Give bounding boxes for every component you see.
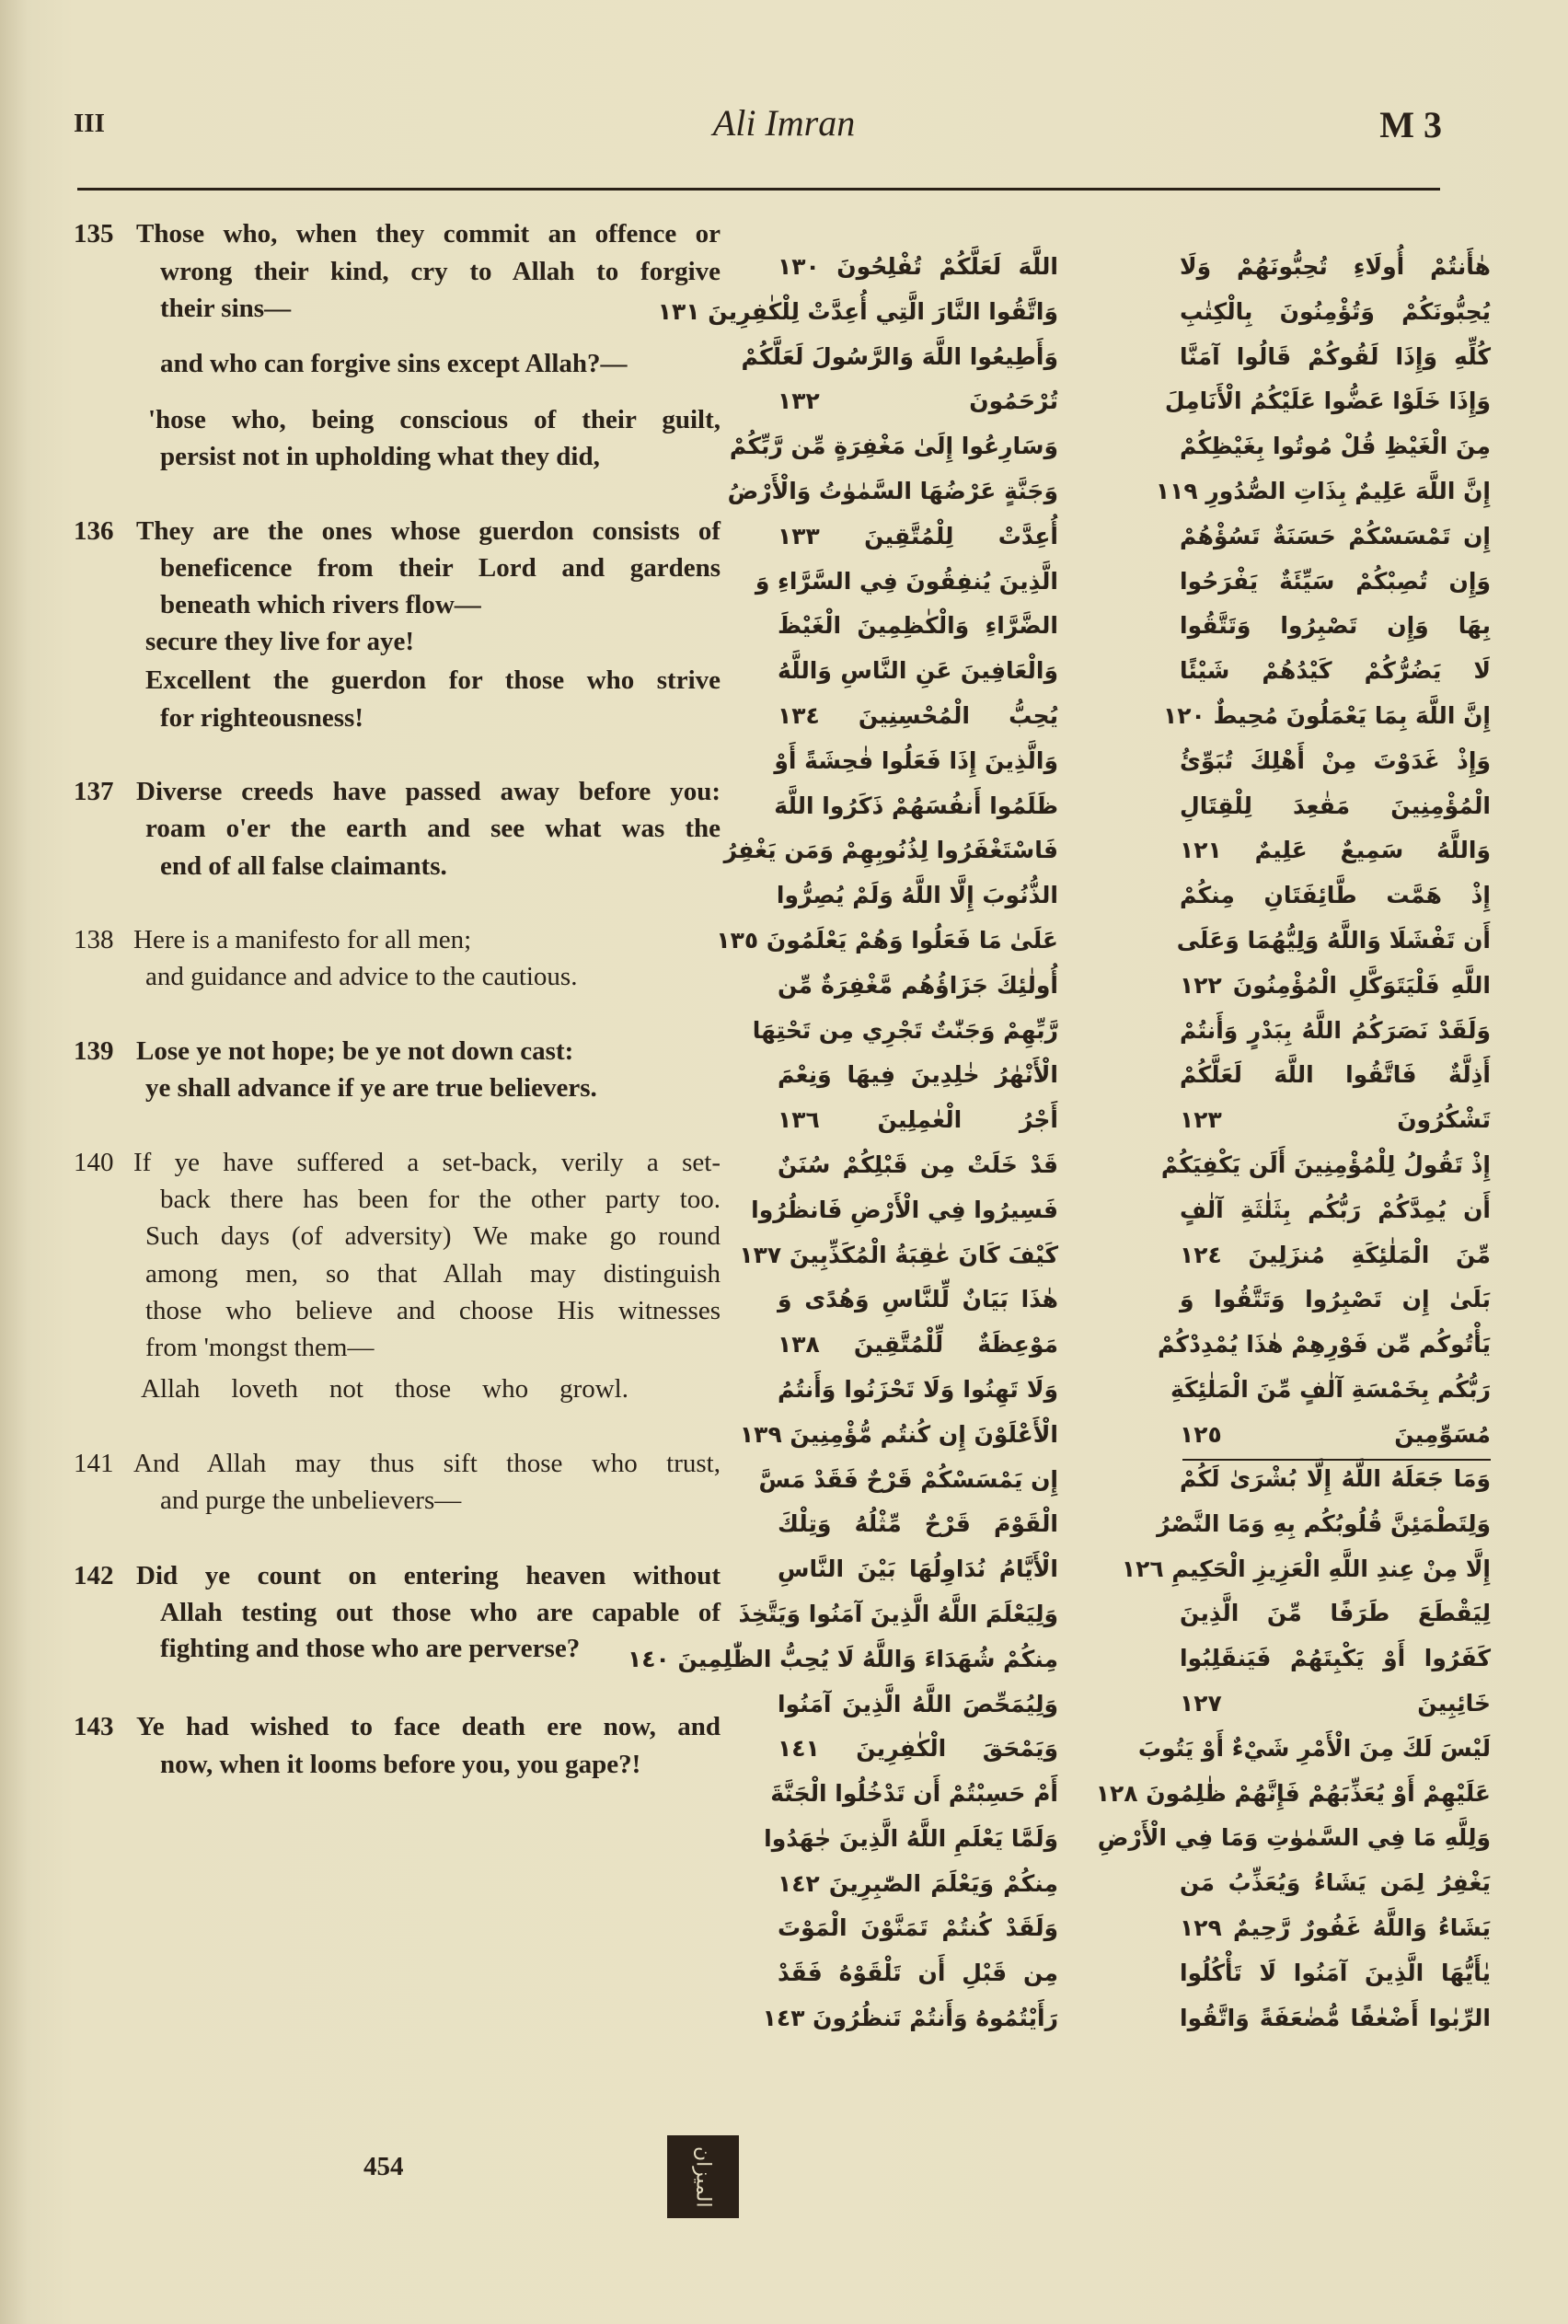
arabic-verse-line: أَمْ حَسِبْتُمْ أَن تَدْخُلُوا الْجَنَّةَ <box>770 1780 1058 1808</box>
translation-line: those who believe and choose His witnesses <box>145 1296 721 1325</box>
translation-line: their sins— <box>160 294 292 323</box>
arabic-verse-line: تُرْحَمُونَ ١٣٢ <box>778 387 1058 415</box>
translation-line: Allah loveth not those who growl. <box>141 1374 628 1404</box>
arabic-verse-line: وَلِيُمَحِّصَ اللَّهُ الَّذِينَ آمَنُوا <box>778 1690 1058 1717</box>
translation-line: ye shall advance if ye are true believers. <box>145 1073 597 1103</box>
arabic-verse-line: أُولٰئِكَ جَزَاؤُهُم مَّغْفِرَةٌ مِّن <box>778 971 1058 999</box>
arabic-verse-line: وَسَارِعُوا إِلَىٰ مَغْفِرَةٍ مِّن رَّبِّكُمْ <box>729 433 1058 460</box>
translation-line: Excellent the guerdon for those who strive <box>145 665 721 695</box>
translation-line: and guidance and advice to the cautious. <box>145 962 578 991</box>
arabic-verse-line: بَلَىٰ إِن تَصْبِرُوا وَتَتَّقُوا وَ <box>1180 1286 1491 1313</box>
arabic-verse-line: إِلَّا مِنْ عِندِ اللَّهِ الْعَزِيزِ الْحَكِيمِ ١٢٦ <box>1121 1555 1491 1582</box>
arabic-verse-line: الْأَعْلَوْنَ إِن كُنتُم مُّؤْمِنِينَ ١٣٩ <box>739 1420 1058 1448</box>
translation-line: Diverse creeds have passed away before you: <box>136 777 721 806</box>
chapter-roman-numeral: III <box>74 109 105 138</box>
arabic-verse-line: اللَّهَ لَعَلَّكُمْ تُفْلِحُونَ ١٣٠ <box>778 253 1058 280</box>
arabic-verse-line: يَشَاءُ وَاللَّهُ غَفُورٌ رَّحِيمٌ ١٢٩ <box>1180 1914 1491 1941</box>
arabic-column-right-top <box>1155 245 1491 1458</box>
translation-line: And Allah may thus sift those who trust, <box>133 1449 721 1478</box>
arabic-verse-line: مِنكُمْ وَيَعْلَمَ الصّٰبِرِينَ ١٤٢ <box>778 1869 1058 1897</box>
arabic-verse-line: كَيْفَ كَانَ عٰقِبَةُ الْمُكَذِّبِينَ ١٣٧ <box>739 1241 1058 1268</box>
arabic-verse-line: وَلَا تَهِنُوا وَلَا تَحْزَنُوا وَأَنتُمُ <box>778 1375 1058 1403</box>
arabic-verse-line: ظَلَمُوا أَنفُسَهُمْ ذَكَرُوا اللَّهَ <box>774 792 1058 819</box>
arabic-verse-line: يُحِبُّ الْمُحْسِنِينَ ١٣٤ <box>778 701 1058 729</box>
translation-line: among men, so that Allah may distinguish <box>145 1259 721 1289</box>
arabic-verse-line: رَبُّكُم بِخَمْسَةِ آلٰفٍ مِّنَ الْمَلٰئِكَةِ <box>1170 1375 1491 1403</box>
translation-line: and purge the unbelievers— <box>160 1486 462 1515</box>
verse-number: 135 <box>74 219 114 249</box>
arabic-verse-line: رَّبِّهِمْ وَجَنّٰتٌ تَجْرِي مِن تَحْتِهَا <box>752 1016 1058 1044</box>
verse-number: 140 <box>74 1148 114 1177</box>
arabic-verse-line: وَلَمَّا يَعْلَمِ اللَّهُ الَّذِينَ جٰهَدُوا <box>764 1824 1058 1852</box>
arabic-verse-line: وَالَّذِينَ إِذَا فَعَلُوا فٰحِشَةً أَوْ <box>774 746 1058 774</box>
arabic-verse-line: وَلَقَدْ نَصَرَكُمُ اللَّهُ بِبَدْرٍ وَأَنتُمْ <box>1180 1016 1491 1044</box>
page-number: 454 <box>363 2152 404 2181</box>
arabic-verse-line: لَا يَضُرُّكُمْ كَيْدُهُمْ شَيْئًا <box>1180 657 1491 685</box>
arabic-verse-line: إِذْ تَقُولُ لِلْمُؤْمِنِينَ أَلَن يَكْفِيَكُمْ <box>1160 1150 1491 1178</box>
arabic-verse-line: وَلَقَدْ كُنتُمْ تَمَنَّوْنَ الْمَوْتَ <box>778 1914 1058 1942</box>
arabic-verse-line: رَأَيْتُمُوهُ وَأَنتُمْ تَنظُرُونَ ١٤٣ <box>762 2005 1058 2032</box>
translation-line: Ye had wished to face death ere now, and <box>136 1712 721 1741</box>
arabic-column-right-bottom <box>1095 1457 1491 2041</box>
verse-number: 143 <box>74 1712 114 1741</box>
arabic-verse-line: مِن قَبْلِ أَن تَلْقَوْهُ فَقَدْ <box>778 1960 1058 1987</box>
translation-line: and who can forgive sins except Allah?— <box>160 349 628 378</box>
arabic-verse-line: وَلِلَّهِ مَا فِي السَّمٰوٰتِ وَمَا فِي الْأَرْضِ <box>1097 1824 1491 1852</box>
arabic-verse-line: قَدْ خَلَتْ مِن قَبْلِكُمْ سُنَنٌ <box>778 1150 1058 1178</box>
arabic-verse-line: وَلِتَطْمَئِنَّ قُلُوبُكُم بِهِ وَمَا النَّصْرُ <box>1157 1509 1491 1537</box>
verse-number: 142 <box>74 1561 114 1590</box>
translation-line: beneficence from their Lord and gardens <box>160 553 721 583</box>
arabic-verse-line: وَإِذَا خَلَوْا عَضُّوا عَلَيْكُمُ الْأَنَامِلَ <box>1164 387 1491 415</box>
arabic-verse-line: وَاللَّهُ سَمِيعٌ عَلِيمٌ ١٢١ <box>1180 837 1491 864</box>
arabic-verse-line: وَأَطِيعُوا اللَّهَ وَالرَّسُولَ لَعَلَّكُمْ <box>741 342 1058 370</box>
arabic-verse-line: عَلَيْهِمْ أَوْ يُعَذِّبَهُمْ فَإِنَّهُمْ ظٰلِمُونَ ١٢٨ <box>1095 1779 1491 1807</box>
arabic-verse-line: إِذْ هَمَّت طَّائِفَتَانِ مِنكُمْ <box>1180 882 1491 909</box>
translation-line: They are the ones whose guerdon consists of <box>136 516 721 546</box>
arabic-verse-line: عَلَىٰ مَا فَعَلُوا وَهُمْ يَعْلَمُونَ ١٣٥ <box>716 926 1058 954</box>
arabic-verse-line: الْأَيَّامُ نُدَاوِلُهَا بَيْنَ النَّاسِ <box>778 1555 1058 1583</box>
translation-line: secure they live for aye! <box>145 627 415 656</box>
arabic-verse-line: فَاسْتَغْفَرُوا لِذُنُوبِهِمْ وَمَن يَغْفِرُ <box>723 837 1058 864</box>
arabic-verse-line: بِهَا وَإِن تَصْبِرُوا وَتَتَّقُوا <box>1180 612 1491 640</box>
translation-line: back there has been for the other party too. <box>160 1185 721 1214</box>
arabic-column-middle <box>627 245 1058 2041</box>
arabic-verse-line: كُلِّهِ وَإِذَا لَقُوكُمْ قَالُوا آمَنَّا <box>1180 342 1491 370</box>
arabic-verse-line: إِن يَمْسَسْكُمْ قَرْحٌ فَقَدْ مَسَّ <box>758 1465 1058 1493</box>
arabic-verse-line: إِنَّ اللَّهَ بِمَا يَعْمَلُونَ مُحِيطٌ ١٢٠ <box>1162 701 1491 729</box>
arabic-verse-line: خَائِبِينَ ١٢٧ <box>1180 1689 1491 1717</box>
arabic-verse-line: مِنَ الْغَيْظِ قُلْ مُوتُوا بِغَيْظِكُمْ <box>1180 433 1491 460</box>
arabic-verse-line: وَاتَّقُوا النَّارَ الَّتِي أُعِدَّتْ لِلْكٰفِرِينَ ١٣١ <box>657 297 1058 325</box>
arabic-verse-line: أُعِدَّتْ لِلْمُتَّقِينَ ١٣٣ <box>778 522 1058 549</box>
verse-number: 141 <box>74 1449 114 1478</box>
arabic-verse-line: مِّنَ الْمَلٰئِكَةِ مُنزَلِينَ ١٢٤ <box>1180 1241 1491 1268</box>
translation-line: 'hose who, being conscious of their guilt, <box>148 405 721 434</box>
manzil-marker: M 3 <box>1379 104 1442 145</box>
translation-line: end of all false claimants. <box>160 851 447 881</box>
arabic-verse-line: مَوْعِظَةٌ لِّلْمُتَّقِينَ ١٣٨ <box>778 1331 1058 1359</box>
arabic-verse-line: الْأَنْهٰرُ خٰلِدِينَ فِيهَا وَنِعْمَ <box>778 1061 1058 1089</box>
translation-line: Here is a manifesto for all men; <box>133 925 472 954</box>
translation-line: roam o'er the earth and see what was the <box>145 814 721 843</box>
logo-calligraphy: الميزان <box>691 2145 715 2208</box>
verse-number: 139 <box>74 1036 114 1066</box>
arabic-verse-line: أَجْرُ الْعٰمِلِينَ ١٣٦ <box>778 1106 1058 1134</box>
translation-line: wrong their kind, cry to Allah to forgive <box>160 257 721 286</box>
arabic-verse-line: الذُّنُوبَ إِلَّا اللَّهُ وَلَمْ يُصِرُّوا <box>776 882 1058 909</box>
arabic-verse-line: فَسِيرُوا فِي الْأَرْضِ فَانظُرُوا <box>751 1196 1058 1223</box>
page-title: Ali Imran <box>712 102 856 144</box>
arabic-verse-line: وَيَمْحَقَ الْكٰفِرِينَ ١٤١ <box>778 1735 1058 1763</box>
arabic-verse-line: وَمَا جَعَلَهُ اللَّهُ إِلَّا بُشْرَىٰ لَكُمْ <box>1180 1465 1491 1492</box>
arabic-verse-line: وَإِذْ غَدَوْتَ مِنْ أَهْلِكَ تُبَوِّئُ <box>1180 746 1491 774</box>
translation-line: beneath which rivers flow— <box>160 590 481 619</box>
arabic-verse-line: الْقَوْمَ قَرْحٌ مِّثْلُهُ وَتِلْكَ <box>778 1510 1058 1538</box>
arabic-verse-line: وَجَنَّةٍ عَرْضُهَا السَّمٰوٰتُ وَالْأَرْضُ <box>727 477 1058 504</box>
verse-number: 138 <box>74 925 114 954</box>
arabic-verse-line: يٰأَيُّهَا الَّذِينَ آمَنُوا لَا تَأْكُلُوا <box>1180 1959 1491 1986</box>
arabic-verse-line: تَشْكُرُونَ ١٢٣ <box>1180 1106 1491 1134</box>
translation-line: persist not in upholding what they did, <box>160 442 600 471</box>
arabic-verse-line: أَن تَفْشَلَا وَاللَّهُ وَلِيُّهُمَا وَعَلَى <box>1176 926 1491 954</box>
arabic-verse-line: الضَّرَّاءِ وَالْكٰظِمِينَ الْغَيْظَ <box>778 612 1058 640</box>
verse-number: 136 <box>74 516 114 546</box>
arabic-verse-line: يَغْفِرُ لِمَن يَشَاءُ وَيُعَذِّبُ مَن <box>1180 1869 1491 1897</box>
arabic-verse-line: الَّذِينَ يُنفِقُونَ فِي السَّرَّاءِ وَ <box>755 567 1058 595</box>
arabic-verse-line: الْمُؤْمِنِينَ مَقٰعِدَ لِلْقِتَالِ <box>1180 792 1491 819</box>
arabic-verse-line: وَالْعَافِينَ عَنِ النَّاسِ وَاللَّهُ <box>778 657 1058 685</box>
arabic-verse-line: لَيْسَ لَكَ مِنَ الْأَمْرِ شَيْءٌ أَوْ يَتُوبَ <box>1137 1734 1491 1762</box>
arabic-verse-line: كَفَرُوا أَوْ يَكْبِتَهُمْ فَيَنقَلِبُوا <box>1180 1645 1491 1672</box>
publisher-logo <box>667 2135 739 2218</box>
header-rule <box>77 188 1440 191</box>
arabic-verse-line: يُحِبُّونَكُمْ وَتُؤْمِنُونَ بِالْكِتٰبِ <box>1180 297 1491 325</box>
arabic-verse-line: مِنكُمْ شُهَدَاءَ وَاللَّهُ لَا يُحِبُّ الظّٰلِمِينَ ١٤٠ <box>627 1645 1058 1672</box>
arabic-verse-line: هٰأَنتُمْ أُولَاءِ تُحِبُّونَهُمْ وَلَا <box>1180 253 1491 280</box>
arabic-verse-line: مُسَوِّمِينَ ١٢٥ <box>1180 1420 1491 1448</box>
arabic-verse-line: الرِّبٰوا أَضْعٰفًا مُّضٰعَفَةً وَاتَّقُوا <box>1180 2004 1491 2031</box>
translation-line: Such days (of adversity) We make go round <box>145 1221 721 1251</box>
arabic-verse-line: يَأْتُوكُم مِّن فَوْرِهِمْ هٰذَا يُمْدِدْكُمْ <box>1157 1331 1491 1359</box>
translation-line: fighting and those who are perverse? <box>160 1634 581 1663</box>
arabic-verse-line: وَلِيَعْلَمَ اللَّهُ الَّذِينَ آمَنُوا وَيَتَّخِذَ <box>738 1600 1058 1627</box>
arabic-verse-line: اللَّهِ فَلْيَتَوَكَّلِ الْمُؤْمِنُونَ ١٢٢ <box>1180 971 1491 999</box>
arabic-verse-line: أَن يُمِدَّكُمْ رَبُّكُم بِثَلٰثَةِ آلٰفٍ <box>1180 1196 1491 1223</box>
translation-line: Did ye count on entering heaven without <box>136 1561 721 1590</box>
arabic-verse-line: إِنَّ اللَّهَ عَلِيمٌ بِذَاتِ الصُّدُورِ ١١٩ <box>1155 477 1491 504</box>
arabic-verse-line: وَإِن تُصِبْكُمْ سَيِّئَةٌ يَفْرَحُوا <box>1180 567 1491 595</box>
translation-line: Those who, when they commit an offence or <box>136 219 721 249</box>
translation-line: If ye have suffered a set-back, verily a set- <box>133 1148 721 1177</box>
arabic-verse-line: هٰذَا بَيَانٌ لِّلنَّاسِ وَهُدًى وَ <box>778 1286 1058 1313</box>
translation-line: now, when it looms before you, you gape?! <box>160 1750 641 1779</box>
translation-line: Lose ye not hope; be ye not down cast: <box>136 1036 574 1066</box>
arabic-verse-line: لِيَقْطَعَ طَرَفًا مِّنَ الَّذِينَ <box>1180 1600 1491 1627</box>
translation-line: from 'mongst them— <box>145 1333 375 1362</box>
translation-line: for righteousness! <box>160 703 363 733</box>
verse-number: 137 <box>74 777 114 806</box>
arabic-verse-line: أَذِلَّةٌ فَاتَّقُوا اللَّهَ لَعَلَّكُمْ <box>1180 1061 1491 1089</box>
translation-line: Allah testing out those who are capable of <box>160 1598 721 1627</box>
arabic-verse-line: إِن تَمْسَسْكُمْ حَسَنَةٌ تَسُؤْهُمْ <box>1180 522 1491 549</box>
